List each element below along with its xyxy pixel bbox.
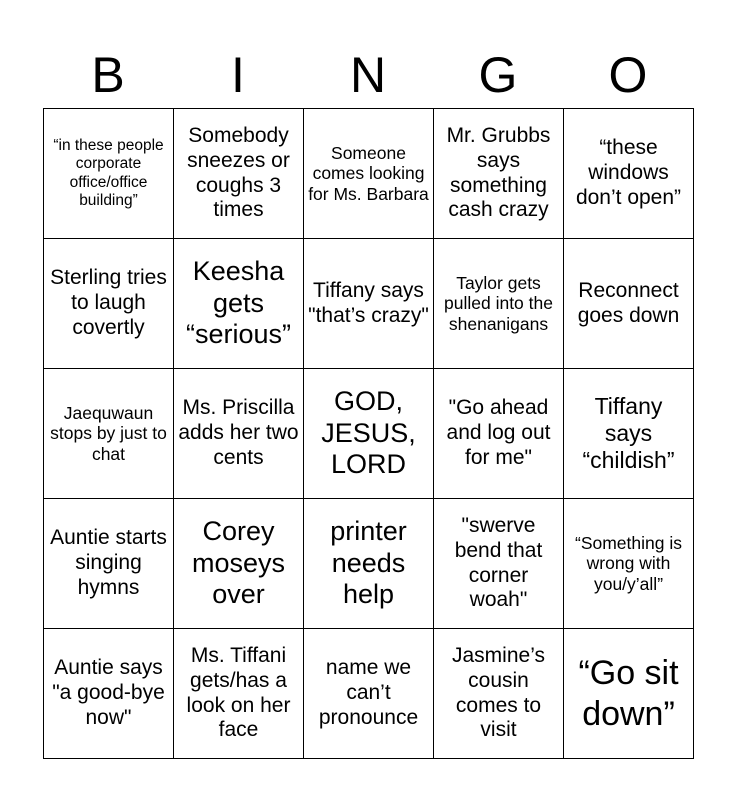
- bingo-cell[interactable]: Tiffany says “childish”: [564, 369, 694, 499]
- bingo-cell[interactable]: printer needs help: [304, 499, 434, 629]
- bingo-cell[interactable]: “in these people corporate office/office building”: [44, 109, 174, 239]
- bingo-cell[interactable]: Tiffany says "that’s crazy": [304, 239, 434, 369]
- bingo-cell[interactable]: Ms. Tiffani gets/has a look on her face: [174, 629, 304, 759]
- bingo-cell[interactable]: Jaequwaun stops by just to chat: [44, 369, 174, 499]
- bingo-cell[interactable]: Sterling tries to laugh covertly: [44, 239, 174, 369]
- bingo-cell[interactable]: Someone comes looking for Ms. Barbara: [304, 109, 434, 239]
- bingo-cell[interactable]: “these windows don’t open”: [564, 109, 694, 239]
- bingo-cell[interactable]: “Go sit down”: [564, 629, 694, 759]
- bingo-row: [44, 239, 694, 369]
- header-letter-g: G: [478, 47, 518, 103]
- header-letter-i: I: [231, 47, 245, 103]
- bingo-cell[interactable]: Keesha gets “serious”: [174, 239, 304, 369]
- bingo-cell[interactable]: Auntie says "a good-bye now": [44, 629, 174, 759]
- bingo-cell[interactable]: Corey moseys over: [174, 499, 304, 629]
- bingo-row: [44, 629, 694, 759]
- bingo-cell[interactable]: "swerve bend that corner woah": [434, 499, 564, 629]
- bingo-cell[interactable]: Taylor gets pulled into the shenanigans: [434, 239, 564, 369]
- bingo-cell[interactable]: name we can’t pronounce: [304, 629, 434, 759]
- header-letter-b: B: [91, 47, 125, 103]
- bingo-cell[interactable]: “Something is wrong with you/y’all”: [564, 499, 694, 629]
- bingo-cell[interactable]: Mr. Grubbs says something cash crazy: [434, 109, 564, 239]
- bingo-cell[interactable]: Jasmine’s cousin comes to visit: [434, 629, 564, 759]
- bingo-header: [43, 42, 693, 108]
- bingo-cell[interactable]: GOD, JESUS, LORD: [304, 369, 434, 499]
- header-letter-n: N: [349, 47, 387, 103]
- bingo-row: [44, 109, 694, 239]
- bingo-row: [44, 499, 694, 629]
- bingo-cell[interactable]: Auntie starts singing hymns: [44, 499, 174, 629]
- bingo-cell[interactable]: "Go ahead and log out for me": [434, 369, 564, 499]
- bingo-card: [43, 108, 694, 759]
- bingo-cell[interactable]: Somebody sneezes or coughs 3 times: [174, 109, 304, 239]
- bingo-cell[interactable]: Reconnect goes down: [564, 239, 694, 369]
- bingo-cell[interactable]: Ms. Priscilla adds her two cents: [174, 369, 304, 499]
- bingo-row: [44, 369, 694, 499]
- header-letter-o: O: [608, 47, 648, 103]
